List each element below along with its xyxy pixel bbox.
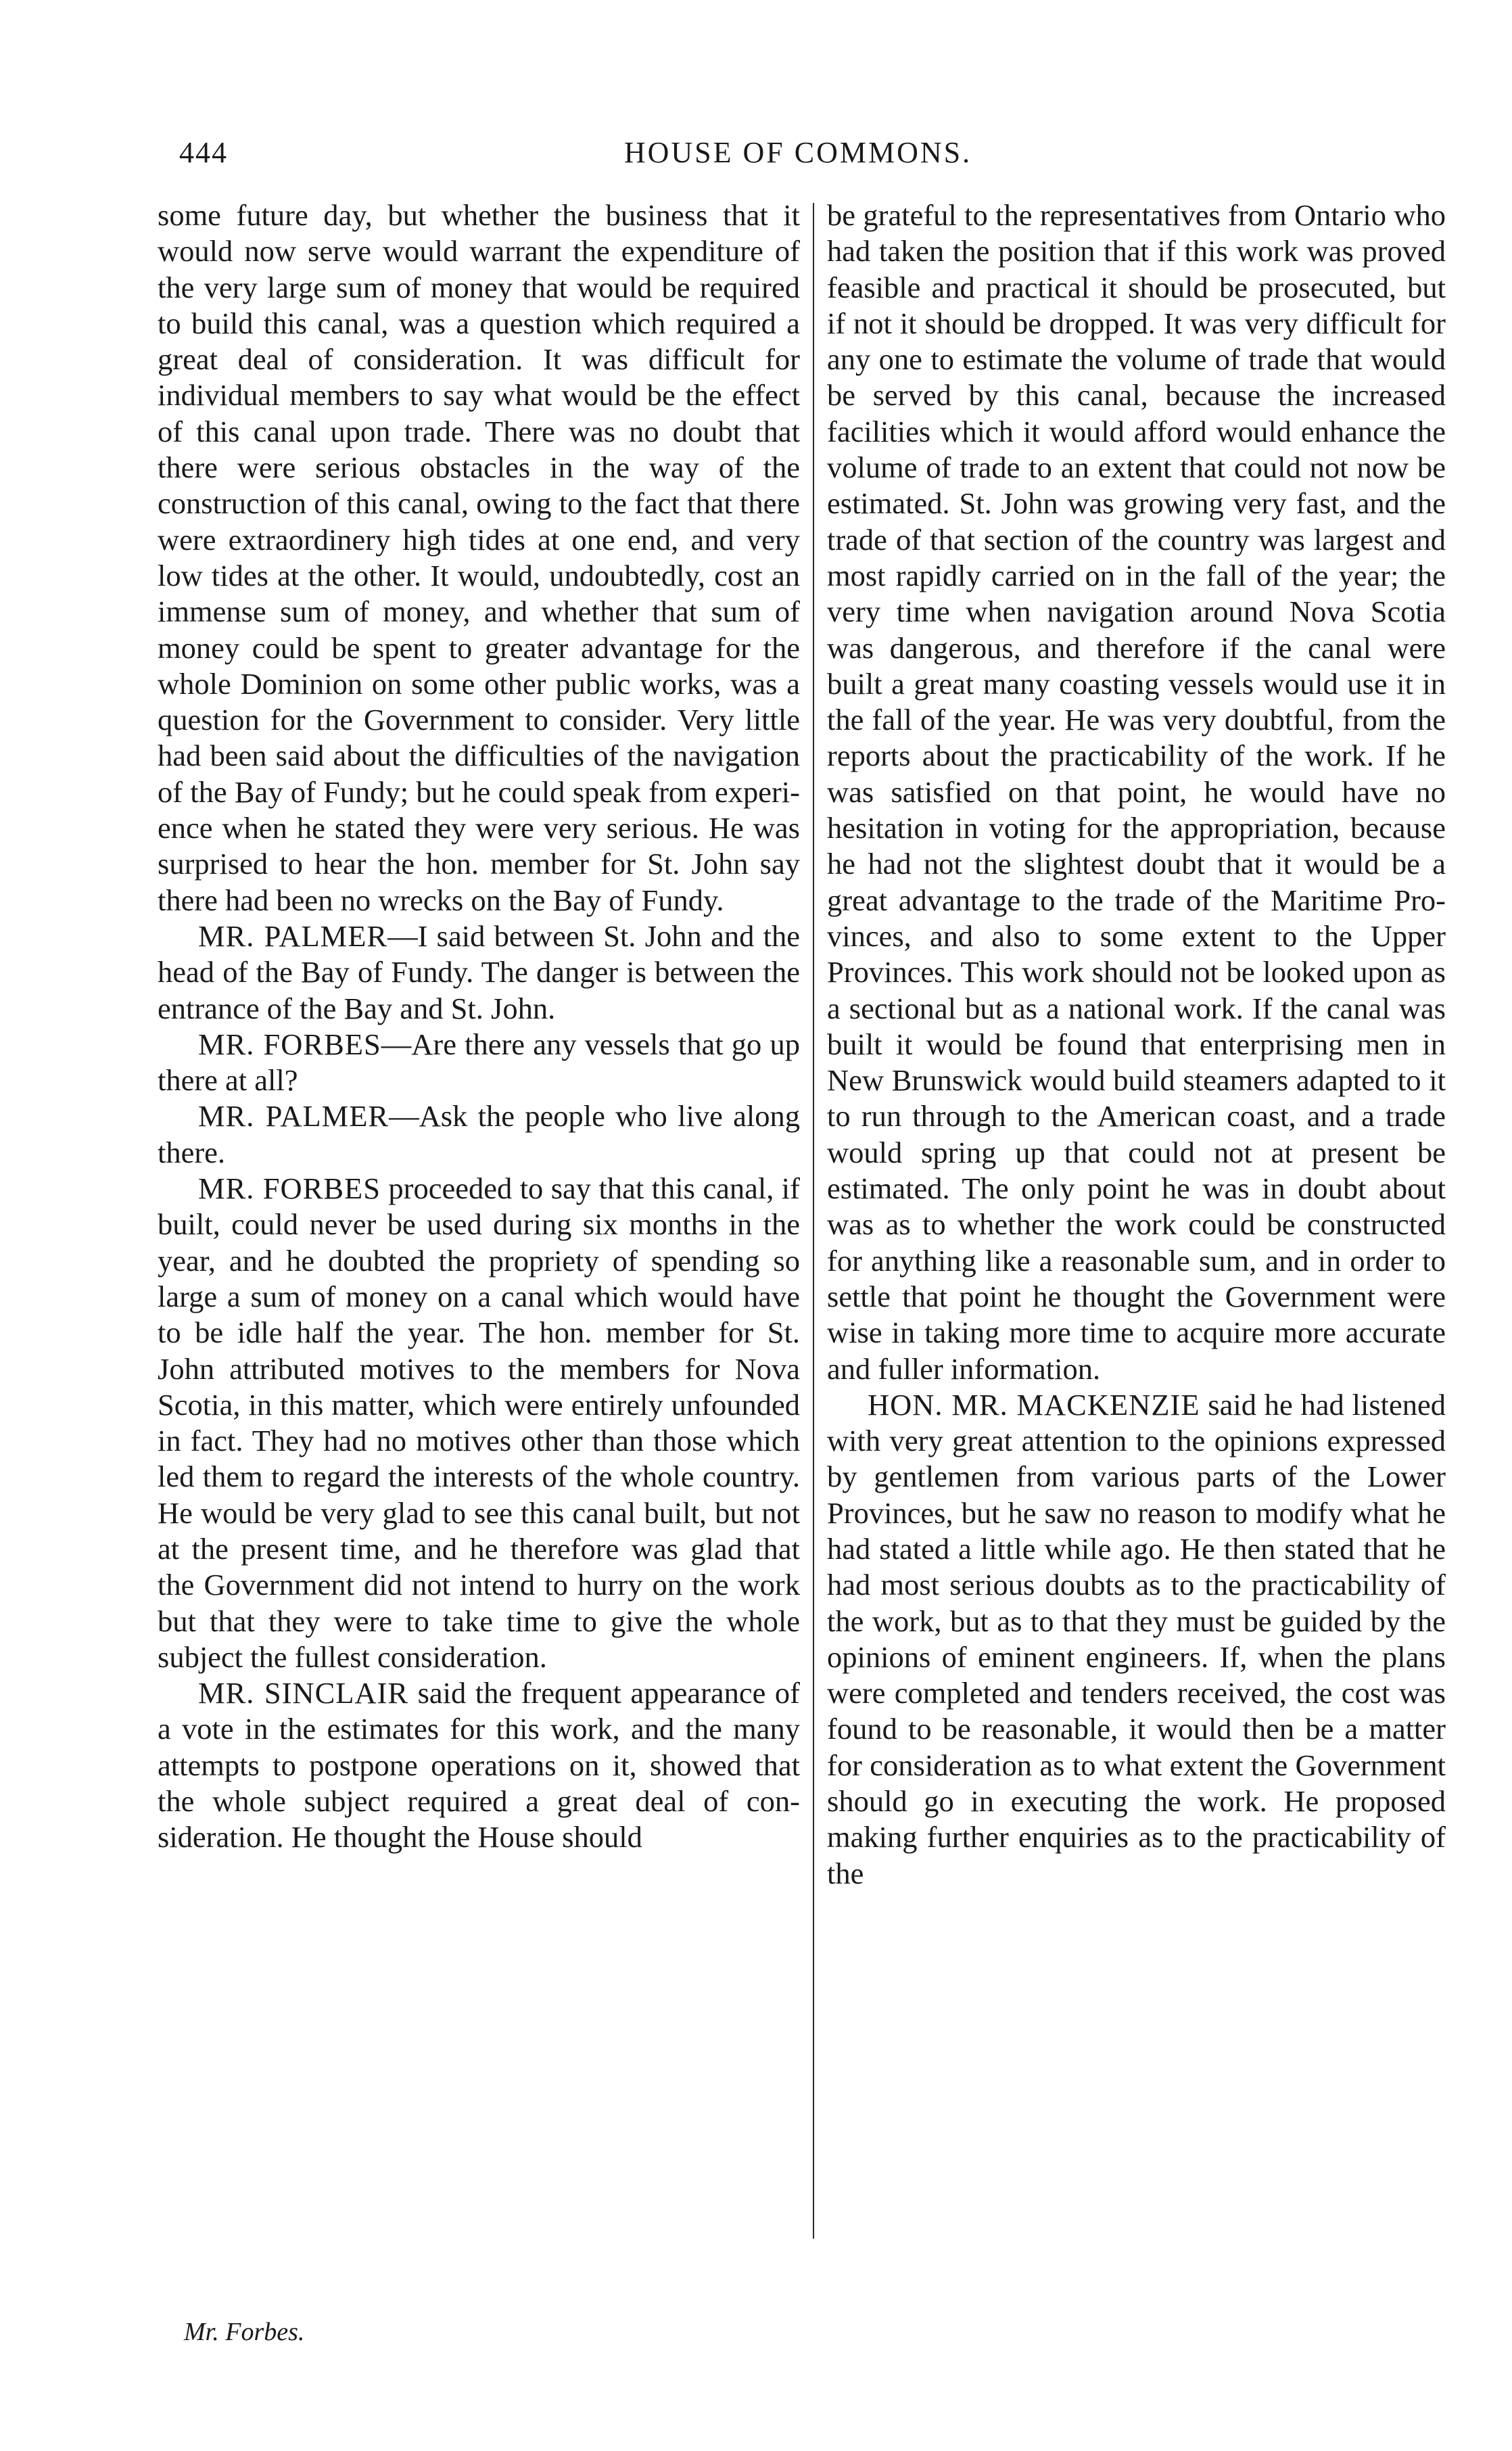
paragraph <box>158 918 800 1027</box>
speaker-name: HON. MR. MACKENZIE <box>868 1387 1200 1422</box>
paragraph-text: some future day, but whether the business that it would now serve would warrant the expenditure of the very large sum of money that would be required to build this canal, was a question which required a great deal of consideration. It was difficult for individual members to say what would be the effect of this canal upon trade. There was no doubt that there were serious obstacles in the way of the construction of this canal, owing to the fact that there were extraordinery high tides at one end, and very low tides at the other. It would, undoubtedly, cost an immense sum of money, and whether that sum of money could be spent to greater advantage for the whole Dominion on some other public works, was a question for the Government to consider. Very little had been said about the difficulties of the navigation of the Bay of Fundy; but he could speak from experience when he stated they were very serious. He was surprised to hear the hon. member for St. John say there had been no wrecks on the Bay of Fundy. <box>158 198 800 917</box>
paragraph <box>158 1171 800 1675</box>
paragraph-text: proceeded to say that this canal, if built, could never be used during six months in the year, and he doubted the propriety of spending so large a sum of money on a canal which would have to be idle half the year. The hon. member for St. John attributed motives to the members for Nova Scotia, in this matter, which were entirely unfounded in fact. They had no motives other than those which led them to regard the interests of the whole country. He would be very glad to see this canal built, but not at the present time, and he therefore was glad that the Government did not intend to hurry on the work but that they were to take time to give the whole subject the fullest consideration. <box>158 1171 800 1674</box>
paragraph-text: be grateful to the representatives from Ontario who had taken the position that if this work was proved feasible and practical it should be prosecuted, but if not it should be dropped. It was very difficult for any one to estimate the volume of trade that would be served by this canal, because the increased facilities which it would afford would enhance the volume of trade to an extent that could not now be estimated. St. John was growing very fast, and the trade of that section of the country was largest and most rapidly carried on in the fall of the year; the very time when navigation around Nova Scotia was dangerous, and therefore if the canal were built a great many coasting vessels would use it in the fall of the year. He was very doubtful, from the reports about the practicability of the work. If he was satisfied on that point, he would have no hesitation in voting for the appropriation, because he had not the slightest doubt that it would be a great advantage to the trade of the Maritime Provinces, and also to some extent to the Upper Provinces. This work should not be looked upon as a sectional but as a national work. If the canal was built it would be found that enterprising men in New Brunswick would build steamers adapted to it to run through to the American coast, and a trade would spring up that could not at present be estimated. The only point he was in doubt about was as to whether the work could be constructed for anything like a reasonable sum, and in order to settle that point he thought the Government were wise in taking more time to acquire more accurate and fuller information. <box>827 198 1446 1386</box>
right-column <box>827 197 1446 1892</box>
speaker-name: MR. PALMER <box>198 1099 389 1134</box>
column-divider <box>813 203 814 2239</box>
running-head <box>179 135 1417 176</box>
paragraph <box>158 197 800 918</box>
speaker-name: MR. FORBES <box>198 1171 381 1206</box>
paragraph <box>827 1387 1446 1892</box>
speaker-name: MR. PALMER <box>198 918 388 953</box>
paragraph-text: —Ask the people who live along there. <box>158 1099 800 1169</box>
paragraph-text: —Are there any vessels that go up there at all? <box>158 1027 800 1098</box>
paragraph-text: said the frequent appearance of a vote in the estimates for this work, and the many attempts to postpone operations on it, showed that the whole subject required a great deal of consideration. He thought the House should <box>158 1676 800 1854</box>
paragraph <box>827 197 1446 1387</box>
paragraph <box>158 1098 800 1171</box>
paragraph-text: —I said between St. John and the head of the Bay of Fundy. The danger is between the entrance of the Bay and St. John. <box>158 918 800 1025</box>
page-number: 444 <box>179 136 228 169</box>
speaker-name: MR. SINCLAIR <box>198 1676 409 1710</box>
paragraph <box>158 1675 800 1855</box>
footer-signature: Mr. Forbes. <box>184 2318 305 2346</box>
page-title: HOUSE OF COMMONS. <box>623 136 972 169</box>
paragraph-text: said he had listened with very great attention to the opinions expressed by gentlemen from various parts of the Lower Provinces, but he saw no reason to modify what he had stated a little while ago. He then stated that he had most serious doubts as to the practicability of the work, but as to that they must be guided by the opinions of eminent engineers. If, when the plans were completed and tenders received, the cost was found to be reasonable, it would then be a matter for consideration as to what extent the Government should go in executing the work. He proposed making further enquiries as to the practicability of the <box>827 1387 1446 1890</box>
speaker-name: MR. FORBES <box>198 1027 381 1061</box>
paragraph <box>158 1027 800 1099</box>
left-column <box>158 197 800 1856</box>
